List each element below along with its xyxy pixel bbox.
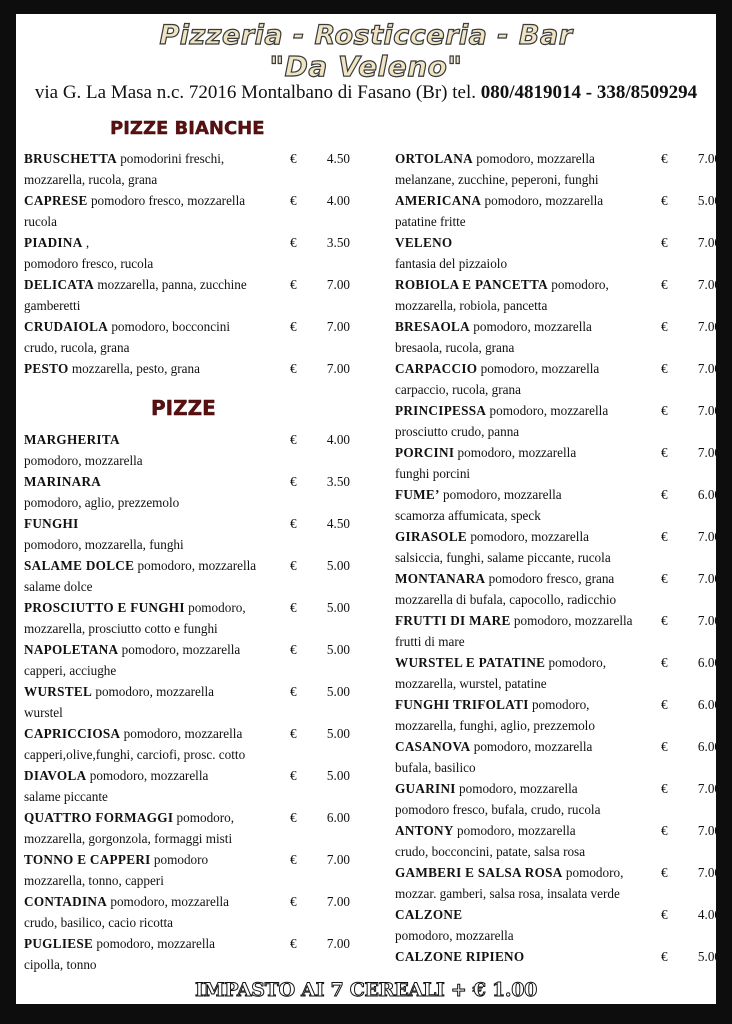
item-description: pomodoro, mozzarella xyxy=(121,642,241,657)
menu-item xyxy=(24,513,350,555)
currency-symbol: € xyxy=(290,768,297,783)
menu-item xyxy=(24,232,350,274)
item-name: MARGHERITA xyxy=(24,432,120,447)
currency-symbol: € xyxy=(661,151,668,166)
menu-item xyxy=(395,526,721,568)
item-price: 7.00 xyxy=(326,361,350,376)
item-description: pomodoro, mozzarella xyxy=(473,319,592,334)
item-name: NAPOLETANA xyxy=(24,642,119,657)
item-price: 4.00 xyxy=(326,193,350,208)
item-description: , xyxy=(85,235,90,250)
item-description: pomodoro fresco, mozzarella xyxy=(90,193,246,208)
item-description: pomodoro, xyxy=(551,277,609,292)
menu-item xyxy=(395,316,721,358)
currency-symbol: € xyxy=(290,936,297,951)
item-description: pomodoro, mozzarella xyxy=(473,739,593,754)
item-description-line2: scamorza affumicata, speck xyxy=(395,508,541,523)
restaurant-name: Pizzeria - Rosticceria - Bar xyxy=(159,20,573,51)
currency-symbol: € xyxy=(290,361,297,376)
item-description-line2: carpaccio, rucola, grana xyxy=(395,382,521,397)
currency-symbol: € xyxy=(661,277,668,292)
item-name: FUNGHI xyxy=(24,516,79,531)
item-description-line2: pomodoro, aglio, prezzemolo xyxy=(24,495,180,510)
item-name: GAMBERI E SALSA ROSA xyxy=(395,865,563,880)
item-price: 5.00 xyxy=(326,558,350,573)
currency-symbol: € xyxy=(290,516,297,531)
currency-symbol: € xyxy=(290,193,297,208)
currency-symbol: € xyxy=(290,151,297,166)
contact-line xyxy=(16,82,716,104)
item-price: 7.00 xyxy=(326,894,350,909)
item-name: CALZONE xyxy=(395,907,463,922)
currency-symbol: € xyxy=(661,403,668,418)
item-description: pomodoro, mozzarella xyxy=(110,894,230,909)
menu-item xyxy=(24,429,350,471)
currency-symbol: € xyxy=(661,823,668,838)
item-price: 7.00 xyxy=(697,613,721,628)
item-price: 5.00 xyxy=(326,684,350,699)
item-price: 7.00 xyxy=(326,277,350,292)
item-description-line2: fantasia del pizzaiolo xyxy=(395,256,508,271)
item-description-line2: mozzarella, wurstel, patatine xyxy=(395,676,547,691)
item-description: pomodoro, mozzarella xyxy=(459,781,578,796)
menu-item xyxy=(24,639,350,681)
item-description: mozzarella, panna, zucchine xyxy=(97,277,247,292)
menu-item xyxy=(395,148,721,190)
footer-note: IMPASTO AI 7 CEREALI + € 1.00 xyxy=(194,979,538,1001)
item-description: pomodoro, mozzarella xyxy=(470,529,589,544)
item-name: SALAME DOLCE xyxy=(24,558,135,573)
currency-symbol: € xyxy=(290,894,297,909)
menu-item xyxy=(395,904,721,946)
menu-item xyxy=(24,316,350,358)
item-price: 7.00 xyxy=(697,361,721,376)
item-price: 7.00 xyxy=(697,319,721,334)
currency-symbol: € xyxy=(290,726,297,741)
item-description-line2: pomodoro, mozzarella, funghi xyxy=(24,537,184,552)
item-description: pomodoro, xyxy=(548,655,607,670)
menu-item xyxy=(24,148,350,190)
menu-item xyxy=(24,849,350,891)
item-description: pomodoro, mozzarella xyxy=(489,403,609,418)
menu-item xyxy=(395,568,721,610)
address: via G. La Masa n.c. 72016 Montalbano di Fasano (Br) tel. xyxy=(34,82,476,103)
item-description-line2: mozzarella di bufala, capocollo, radicchio xyxy=(395,592,617,607)
section-title-pizze-bianche: PIZZE BIANCHE xyxy=(110,118,265,139)
item-description-line2: patatine fritte xyxy=(395,214,466,229)
currency-symbol: € xyxy=(290,642,297,657)
item-name: WURSTEL E PATATINE xyxy=(395,655,546,670)
currency-symbol: € xyxy=(661,697,668,712)
item-name: CARPACCIO xyxy=(395,361,478,376)
menu-item xyxy=(24,933,350,975)
item-price: 7.00 xyxy=(697,529,721,544)
item-price: 5.00 xyxy=(326,642,350,657)
item-description: mozzarella, pesto, grana xyxy=(71,361,200,376)
menu-item xyxy=(395,820,721,862)
item-price: 7.00 xyxy=(326,319,350,334)
item-description-line2: mozzarella, tonno, capperi xyxy=(24,873,164,888)
item-price: 7.00 xyxy=(697,865,721,880)
currency-symbol: € xyxy=(290,319,297,334)
item-description: pomodoro fresco, grana xyxy=(488,571,615,586)
menu-item xyxy=(395,190,721,232)
item-price: 5.00 xyxy=(697,949,721,964)
currency-symbol: € xyxy=(661,361,668,376)
item-name: MONTANARA xyxy=(395,571,486,586)
item-price: 7.00 xyxy=(697,403,721,418)
item-name: DELICATA xyxy=(24,277,95,292)
item-name: GUARINI xyxy=(395,781,456,796)
menu-sheet xyxy=(16,14,721,1004)
item-price: 7.00 xyxy=(697,151,721,166)
item-description-line2: crudo, rucola, grana xyxy=(24,340,130,355)
item-name: AMERICANA xyxy=(395,193,482,208)
item-description: pomodoro, mozzarella xyxy=(513,613,633,628)
item-description-line2: rucola xyxy=(24,214,57,229)
item-name: DIAVOLA xyxy=(24,768,87,783)
restaurant-nickname: "Da Veleno" xyxy=(269,50,463,83)
currency-symbol: € xyxy=(661,319,668,334)
item-price: 3.50 xyxy=(326,235,350,250)
currency-symbol: € xyxy=(290,277,297,292)
item-name: PORCINI xyxy=(395,445,455,460)
menu-item xyxy=(24,765,350,807)
item-price: 7.00 xyxy=(326,852,350,867)
menu-item xyxy=(395,484,721,526)
item-description-line2: salsiccia, funghi, salame piccante, rucola xyxy=(395,550,611,565)
menu-item xyxy=(395,232,721,274)
item-description: pomodoro, xyxy=(188,600,246,615)
menu-item xyxy=(24,891,350,933)
currency-symbol: € xyxy=(290,852,297,867)
item-name: PUGLIESE xyxy=(24,936,94,951)
item-description: pomodoro, mozzarella xyxy=(484,193,604,208)
item-description: pomodoro, mozzarella xyxy=(457,445,577,460)
item-price: 6.00 xyxy=(326,810,350,825)
currency-symbol: € xyxy=(661,655,668,670)
currency-symbol: € xyxy=(661,529,668,544)
item-name: FUME’ xyxy=(395,487,440,502)
item-price: 7.00 xyxy=(697,445,721,460)
menu-item xyxy=(395,652,721,694)
item-description: pomodoro, xyxy=(565,865,624,880)
item-description: pomodoro, xyxy=(176,810,235,825)
item-name: PIADINA xyxy=(24,235,83,250)
currency-symbol: € xyxy=(290,600,297,615)
menu-item xyxy=(395,400,721,442)
item-name: CRUDAIOLA xyxy=(24,319,109,334)
item-name: FRUTTI DI MARE xyxy=(395,613,511,628)
item-name: TONNO E CAPPERI xyxy=(24,852,151,867)
item-description-line2: cipolla, tonno xyxy=(24,957,97,972)
item-name: PROSCIUTTO E FUNGHI xyxy=(24,600,185,615)
currency-symbol: € xyxy=(290,810,297,825)
item-description-line2: wurstel xyxy=(24,705,63,720)
item-price: 5.00 xyxy=(326,600,350,615)
item-price: 7.00 xyxy=(697,277,721,292)
item-description-line2: bresaola, rucola, grana xyxy=(395,340,515,355)
item-name: PESTO xyxy=(24,361,69,376)
item-name: CAPRESE xyxy=(24,193,88,208)
menu-item xyxy=(395,694,721,736)
menu-item xyxy=(24,555,350,597)
currency-symbol: € xyxy=(290,474,297,489)
menu-item xyxy=(24,471,350,513)
item-description-line2: mozzarella, robiola, pancetta xyxy=(395,298,548,313)
item-description: pomodoro, mozzarella xyxy=(96,936,216,951)
item-description-line2: pomodoro fresco, bufala, crudo, rucola xyxy=(395,802,601,817)
item-description: pomodoro, mozzarella xyxy=(443,487,562,502)
item-description-line2: crudo, basilico, cacio ricotta xyxy=(24,915,174,930)
item-description-line2: pomodoro fresco, rucola xyxy=(24,256,154,271)
menu-item xyxy=(24,274,350,316)
item-description-line2: mozzarella, rucola, grana xyxy=(24,172,158,187)
item-name: BRUSCHETTA xyxy=(24,151,117,166)
item-description-line2: mozzarella, funghi, aglio, prezzemolo xyxy=(395,718,595,733)
menu-item xyxy=(24,190,350,232)
item-description-line2: pomodoro, mozzarella xyxy=(24,453,143,468)
currency-symbol: € xyxy=(661,235,668,250)
item-description-line2: capperi, acciughe xyxy=(24,663,117,678)
currency-symbol: € xyxy=(290,684,297,699)
item-description-line2: salame piccante xyxy=(24,789,108,804)
item-price: 6.00 xyxy=(697,697,721,712)
menu-item xyxy=(24,358,350,400)
currency-symbol: € xyxy=(661,193,668,208)
item-description-line2: melanzane, zucchine, peperoni, funghi xyxy=(395,172,599,187)
item-name: QUATTRO FORMAGGI xyxy=(24,810,174,825)
item-description-line2: mozzar. gamberi, salsa rosa, insalata verde xyxy=(395,886,620,901)
currency-symbol: € xyxy=(661,445,668,460)
item-price: 3.50 xyxy=(326,474,350,489)
item-price: 7.00 xyxy=(697,781,721,796)
item-name: GIRASOLE xyxy=(395,529,468,544)
item-description: pomodoro, mozzarella xyxy=(137,558,257,573)
item-price: 7.00 xyxy=(326,936,350,951)
item-description-line2: salame dolce xyxy=(24,579,93,594)
item-price: 6.00 xyxy=(697,487,721,502)
currency-symbol: € xyxy=(661,571,668,586)
item-name: PRINCIPESSA xyxy=(395,403,487,418)
phone-numbers: 080/4819014 - 338/8509294 xyxy=(480,82,698,103)
item-name: BRESAOLA xyxy=(395,319,470,334)
currency-symbol: € xyxy=(290,558,297,573)
item-description: pomodoro, mozzarella xyxy=(95,684,215,699)
item-description: pomodoro xyxy=(153,852,209,867)
menu-item xyxy=(24,723,350,765)
item-description: pomodoro, mozzarella xyxy=(480,361,600,376)
item-name: MARINARA xyxy=(24,474,102,489)
currency-symbol: € xyxy=(661,781,668,796)
currency-symbol: € xyxy=(661,613,668,628)
section-title-pizze: PIZZE xyxy=(151,396,216,420)
item-description-line2: prosciutto crudo, panna xyxy=(395,424,520,439)
item-description: pomodoro, mozzarella xyxy=(123,726,243,741)
item-description-line2: pomodoro, mozzarella xyxy=(395,928,514,943)
currency-symbol: € xyxy=(661,949,668,964)
currency-symbol: € xyxy=(290,432,297,447)
item-name: CONTADINA xyxy=(24,894,108,909)
menu-item xyxy=(24,807,350,849)
item-description-line2: bufala, basilico xyxy=(395,760,476,775)
currency-symbol: € xyxy=(661,487,668,502)
menu-item xyxy=(395,274,721,316)
item-price: 5.00 xyxy=(326,768,350,783)
item-description: pomodoro, mozzarella xyxy=(89,768,209,783)
item-description-line2: funghi porcini xyxy=(395,466,471,481)
item-name: CALZONE RIPIENO xyxy=(395,949,525,964)
item-name: CAPRICCIOSA xyxy=(24,726,121,741)
item-description: pomodorini freschi, xyxy=(120,151,225,166)
currency-symbol: € xyxy=(661,739,668,754)
item-price: 4.50 xyxy=(326,516,350,531)
item-name: WURSTEL xyxy=(24,684,93,699)
item-name: ORTOLANA xyxy=(395,151,473,166)
item-description-line2: mozzarella, prosciutto cotto e funghi xyxy=(24,621,218,636)
menu-item xyxy=(395,778,721,820)
item-price: 6.00 xyxy=(697,655,721,670)
item-description-line2: frutti di mare xyxy=(395,634,465,649)
item-name: ROBIOLA E PANCETTA xyxy=(395,277,548,292)
item-name: FUNGHI TRIFOLATI xyxy=(395,697,529,712)
menu-item xyxy=(395,610,721,652)
item-price: 5.00 xyxy=(697,193,721,208)
item-price: 4.00 xyxy=(697,907,721,922)
item-price: 4.50 xyxy=(326,151,350,166)
menu-item xyxy=(24,681,350,723)
currency-symbol: € xyxy=(661,865,668,880)
menu-item xyxy=(395,358,721,400)
item-name: CASANOVA xyxy=(395,739,471,754)
item-price: 7.00 xyxy=(697,571,721,586)
menu-item xyxy=(395,862,721,904)
item-price: 5.00 xyxy=(326,726,350,741)
item-price: 7.00 xyxy=(697,823,721,838)
menu-item xyxy=(395,442,721,484)
menu-item xyxy=(395,736,721,778)
item-description: pomodoro, xyxy=(531,697,590,712)
item-price: 6.00 xyxy=(697,739,721,754)
item-description-line2: capperi,olive,funghi, carciofi, prosc. cotto xyxy=(24,747,246,762)
item-name: ANTONY xyxy=(395,823,454,838)
item-description: pomodoro, bocconcini xyxy=(111,319,230,334)
item-description-line2: mozzarella, gorgonzola, formaggi misti xyxy=(24,831,233,846)
item-description: pomodoro, mozzarella xyxy=(457,823,576,838)
currency-symbol: € xyxy=(290,235,297,250)
item-description-line2: crudo, bocconcini, patate, salsa rosa xyxy=(395,844,586,859)
item-name: VELENO xyxy=(395,235,453,250)
menu-item xyxy=(24,597,350,639)
item-price: 4.00 xyxy=(326,432,350,447)
item-description-line2: gamberetti xyxy=(24,298,81,313)
item-price: 7.00 xyxy=(697,235,721,250)
currency-symbol: € xyxy=(661,907,668,922)
item-description: pomodoro, mozzarella xyxy=(476,151,595,166)
